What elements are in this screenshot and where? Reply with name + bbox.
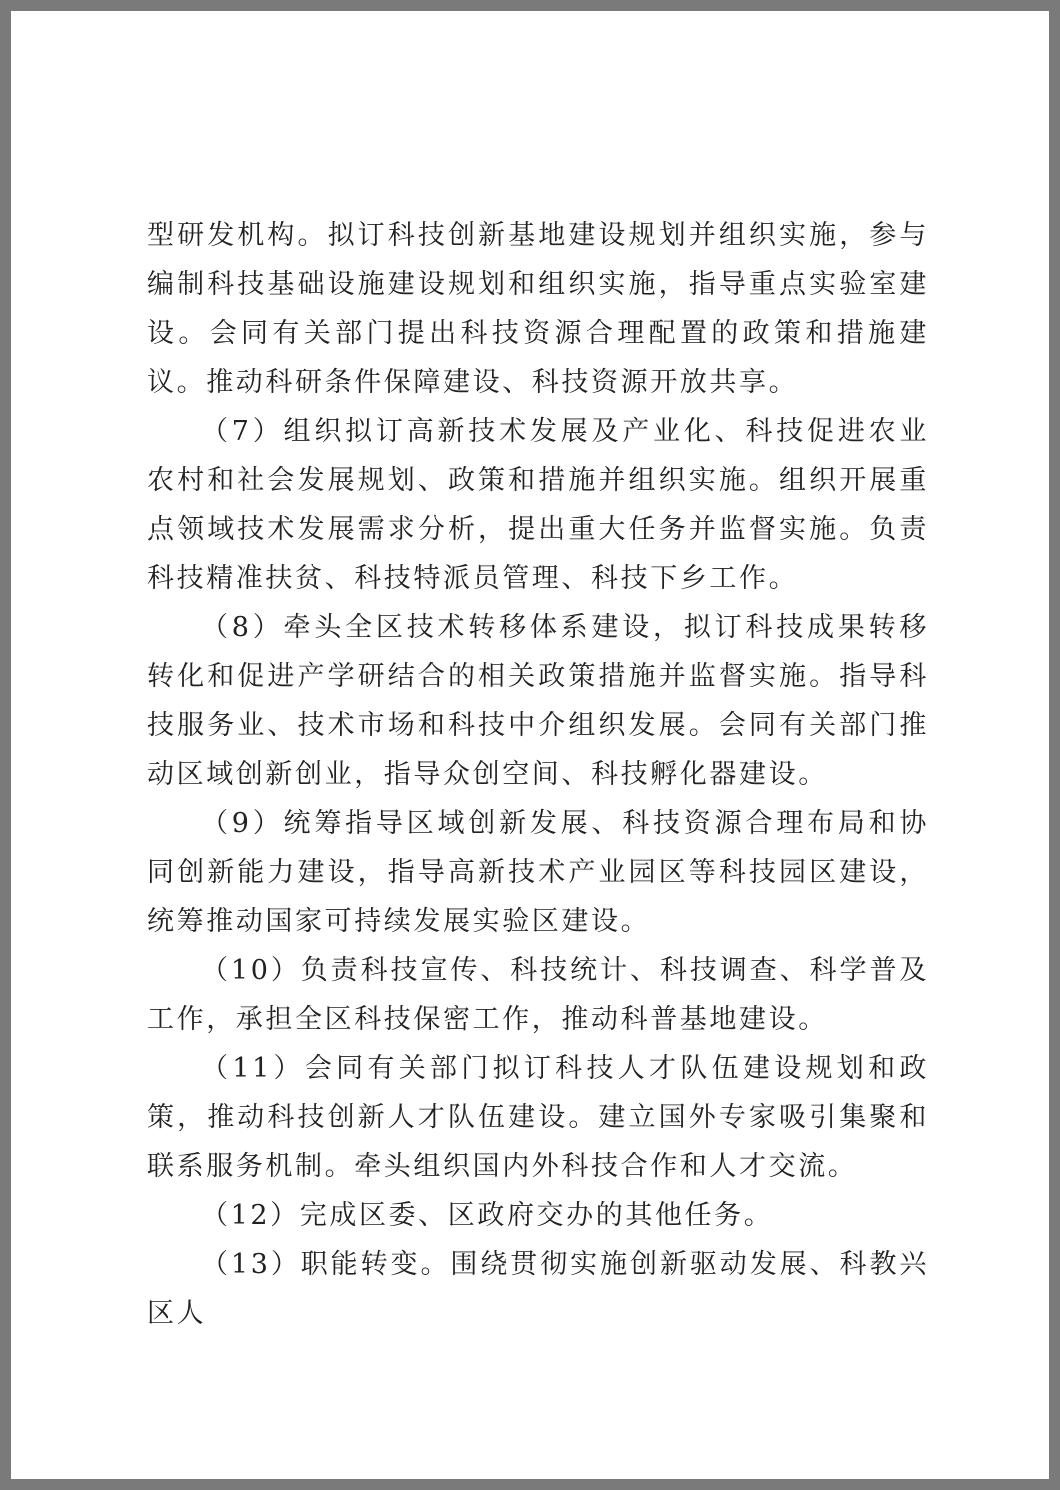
paragraph-item-7: （7）组织拟订高新技术发展及产业化、科技促进农业农村和社会发展规划、政策和措施并组织实施。组织开展重点领域技术发展需求分析，提出重大任务并监督实施。负责科技精准扶贫、科技特派员管理、科技下乡工作。 xyxy=(147,416,929,594)
paragraph-item-8: （8）牵头全区技术转移体系建设，拟订科技成果转移转化和促进产学研结合的相关政策措施并监督实施。指导科技服务业、技术市场和科技中介组织发展。会同有关部门推动区域创新创业，指导众创空间、科技孵化器建设。 xyxy=(147,612,929,790)
paragraph-item-12: （12）完成区委、区政府交办的其他任务。 xyxy=(201,1200,774,1231)
paragraph-item-10: （10）负责科技宣传、科技统计、科技调查、科学普及工作，承担全区科技保密工作，推动科普基地建设。 xyxy=(147,955,929,1035)
paragraph-item-11: （11）会同有关部门拟订科技人才队伍建设规划和政策，推动科技创新人才队伍建设。建立国外专家吸引集聚和联系服务机制。牵头组织国内外科技合作和人才交流。 xyxy=(147,1053,929,1182)
paragraph-item-13: （13）职能转变。围绕贯彻实施创新驱动发展、科教兴区人 xyxy=(147,1249,929,1329)
document-page xyxy=(11,11,1049,1479)
paragraph-item-9: （9）统筹指导区域创新发展、科技资源合理布局和协同创新能力建设，指导高新技术产业园区等科技园区建设，统筹推动国家可持续发展实验区建设。 xyxy=(147,808,929,937)
paragraph-continued: 型研发机构。拟订科技创新基地建设规划并组织实施，参与编制科技基础设施建设规划和组织实施，指导重点实验室建设。会同有关部门提出科技资源合理配置的政策和措施建议。推动科研条件保障建设、科技资源开放共享。 xyxy=(147,220,929,398)
body-text xyxy=(147,211,929,1338)
